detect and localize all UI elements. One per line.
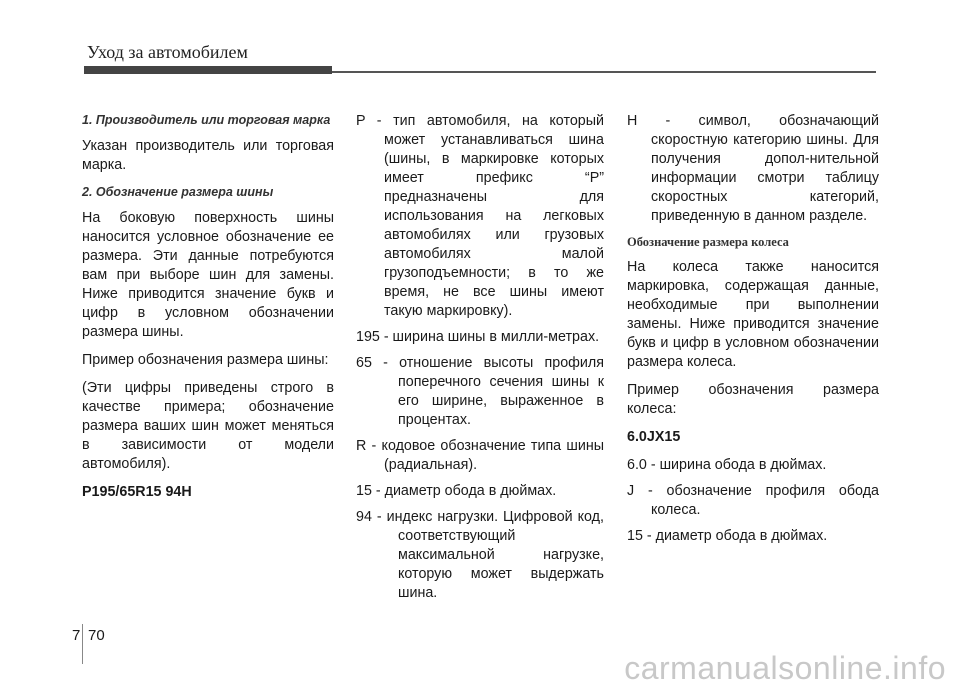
list-item: 195 - ширина шины в милли-метрах.: [356, 329, 600, 345]
section-heading-tire-size: 2. Обозначение размера шины: [82, 185, 274, 199]
list-item: 6.0 - ширина обода в дюймах.: [627, 457, 827, 473]
list-item: 65 - отношение высоты профиля поперечного сечения шины к его ширине, выраженное в процентах.: [356, 355, 604, 428]
header-rule-thick: [84, 66, 332, 74]
column-right: [627, 112, 879, 553]
paragraph: Пример обозначения размера шины:: [82, 352, 329, 368]
list-item: 15 - диаметр обода в дюймах.: [627, 528, 828, 544]
header-rule-thin: [332, 71, 876, 73]
paragraph: На колеса также наносится маркировка, содержащая данные, необходимые при выполнении замены. Ниже приводится значение букв и цифр в условном обозначении размера колеса.: [627, 259, 879, 370]
page-number: 70: [88, 627, 105, 644]
section-heading-manufacturer: 1. Производитель или торговая марка: [82, 113, 331, 127]
page-header-title: Уход за автомобилем: [87, 42, 248, 62]
list-item: R - кодовое обозначение типа шины (радиальная).: [356, 438, 604, 473]
tire-size-example: P195/65R15 94H: [82, 484, 192, 500]
section-heading-wheel-size: Обозначение размера колеса: [627, 235, 789, 249]
paragraph: На боковую поверхность шины наносится условное обозначение ее размера. Эти данные потребуются вам при выборе шин для замены. Ниже приводится значение букв и цифр в условном обозначении размера шины.: [82, 210, 334, 340]
column-middle: [356, 112, 604, 610]
list-item: 15 - диаметр обода в дюймах.: [356, 483, 557, 499]
paragraph: Указан производитель или торговая марка.: [82, 138, 334, 173]
wheel-size-example: 6.0JX15: [627, 429, 681, 445]
list-item: P - тип автомобиля, на который может устанавливаться шина (шины, в маркировке которых имеет префикс “P” предназначены для использования на легковых автомобилях или грузовых автомобилях малой грузоподъемности; в то же время, не все шины имеют такую маркировку).: [356, 113, 604, 319]
list-item: J - обозначение профиля обода колеса.: [627, 483, 879, 518]
paragraph: (Эти цифры приведены строго в качестве примера; обозначение размера ваших шин может меняться в зависимости от модели автомобиля).: [82, 380, 334, 472]
footer-divider: [82, 624, 83, 664]
column-left: [82, 112, 334, 511]
paragraph: Пример обозначения размера колеса:: [627, 382, 879, 417]
list-item: 94 - индекс нагрузки. Цифровой код, соответствующий максимальной нагрузке, которую может выдержать шина.: [356, 509, 604, 601]
list-item: H - символ, обозначающий скоростную категорию шины. Для получения допол-нительной информации смотри таблицу скоростных категорий, приведенную в данном разделе.: [627, 113, 879, 224]
chapter-number: 7: [72, 627, 81, 644]
watermark-text: carmanualsonline.info: [624, 650, 946, 686]
